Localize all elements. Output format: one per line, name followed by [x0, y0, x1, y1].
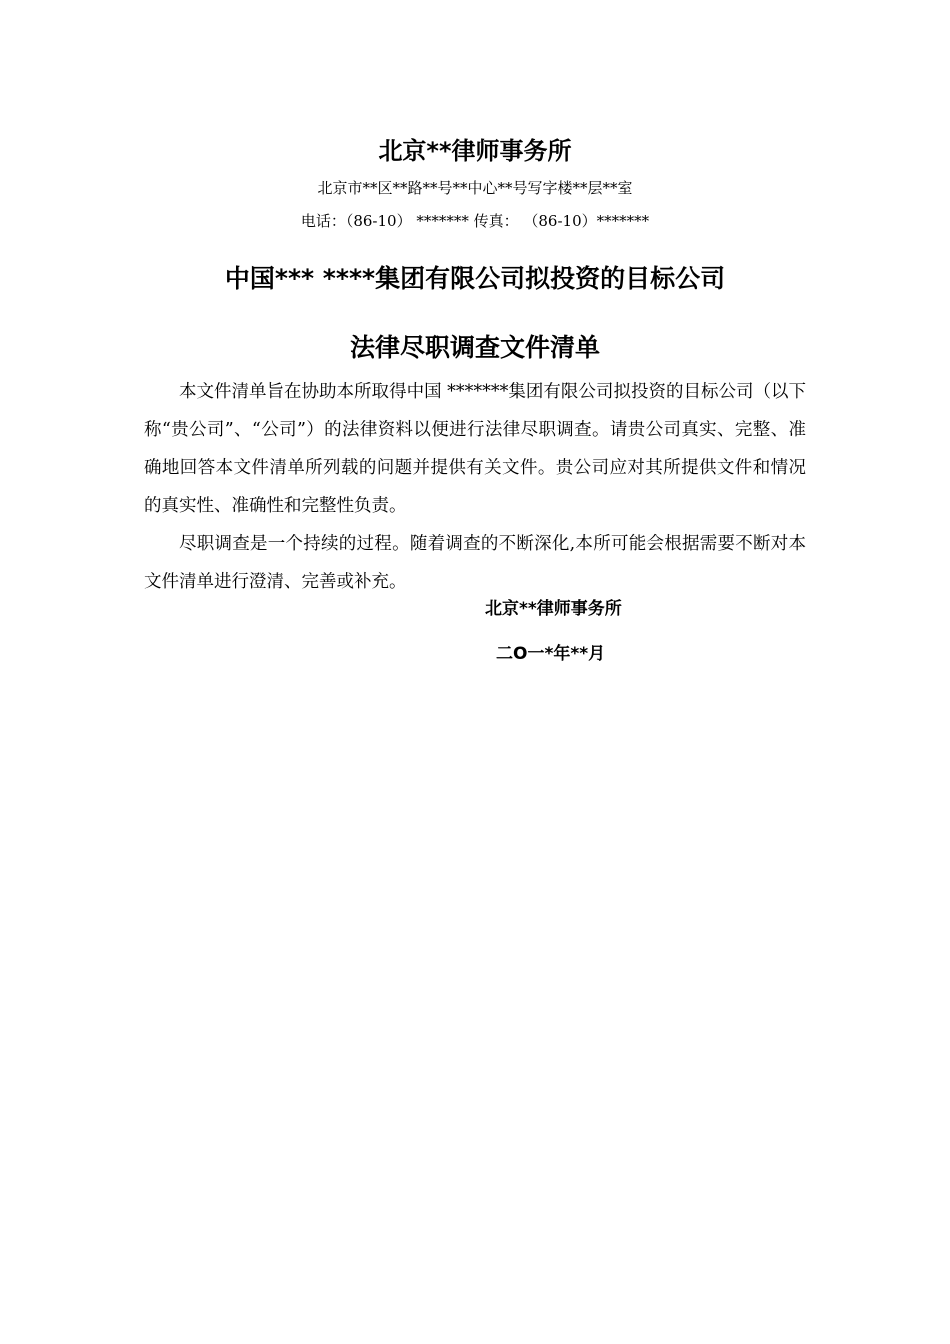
body-paragraph-2 [144, 525, 806, 601]
document-title-line2: 法律尽职调查文件清单 [349, 333, 600, 362]
body-paragraph-1 [144, 373, 806, 525]
firm-name-heading: 北京**律师事务所 [378, 137, 572, 165]
firm-contact: 电话：（86-10） ******* 传真： （86-10）******* [300, 212, 650, 230]
signature-date: 二O一*年**月 [496, 644, 606, 664]
document-title-line1: 中国*** ****集团有限公司拟投资的目标公司 [224, 264, 726, 293]
signature-firm: 北京**律师事务所 [485, 599, 622, 619]
firm-address: 北京市**区**路**号**中心**号写字楼**层**室 [317, 179, 633, 197]
paragraph-text: 本文件清单旨在协助本所取得中国 *******集团有限公司拟投资的目标公司（以下称“贵公司”、“公司”）的法律资料以便进行法律尽职调查。请贵公司真实、完整、准确地回答本文件清单所列载的问题并提供有关文件。贵公司应对其所提供文件和情况的真实性、准确性和完整性负责。 [144, 382, 806, 516]
paragraph-text: 尽职调查是一个持续的过程。随着调查的不断深化,本所可能会根据需要不断对本文件清单进行澄清、完善或补充。 [144, 534, 806, 592]
